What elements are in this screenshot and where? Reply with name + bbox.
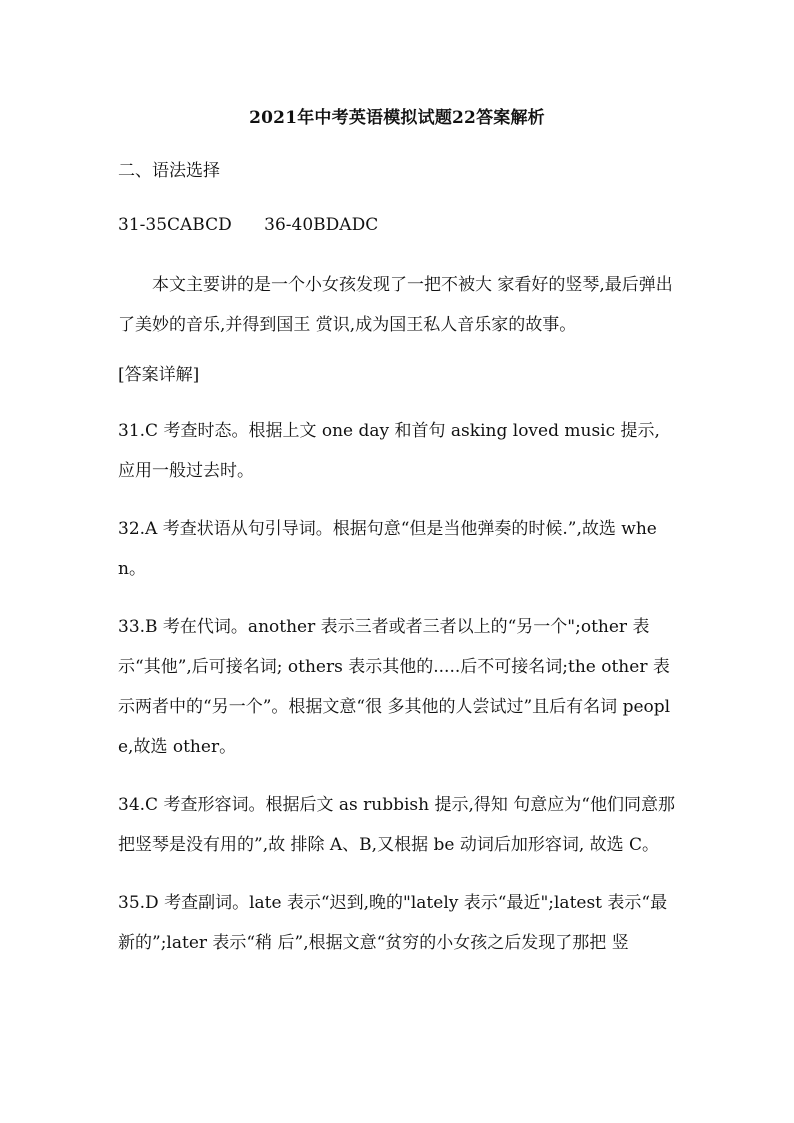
- explanation-32: 32.A 考查状语从句引导词。根据句意“但是当他弹奏的时候.”,故选 when。: [118, 519, 657, 579]
- document-title: 2021年中考英语模拟试题22答案解析: [249, 108, 545, 128]
- explanation-33: 33.B 考在代词。another 表示三者或者三者以上的“另一个";other 表示“其他”,后可接名词; others 表示其他的.....后不可接名词;the other 表示两者中的“另一个”。根据文意“很 多其他的人尝试过”且后有名词 people,故选 other。: [118, 617, 671, 757]
- explanation-31: 31.C 考查时态。根据上文 one day 和首句 asking loved music 提示,应用一般过去时。: [118, 421, 660, 481]
- answer-key: 31-35CABCD 36-40BDADC: [118, 215, 379, 235]
- explanation-35: 35.D 考查副词。late 表示“迟到,晚的"lately 表示“最近";latest 表示“最新的”;later 表示“稍 后”,根据文意“贫穷的小女孩之后发现了那把 竖: [118, 893, 668, 953]
- explanation-34: 34.C 考查形容词。根据后文 as rubbish 提示,得知 句意应为“他们同意那把竖琴是没有用的”,故 排除 A、B,又根据 be 动词后加形容词, 故选 C。: [118, 795, 675, 855]
- document-content: [118, 106, 676, 981]
- passage-summary: 本文主要讲的是一个小女孩发现了一把不被大 家看好的竖琴,最后弹出了美妙的音乐,并得到国王 赏识,成为国王私人音乐家的故事。: [118, 275, 673, 335]
- section-heading: 二、语法选择: [118, 161, 220, 181]
- details-heading: [答案详解]: [118, 365, 200, 385]
